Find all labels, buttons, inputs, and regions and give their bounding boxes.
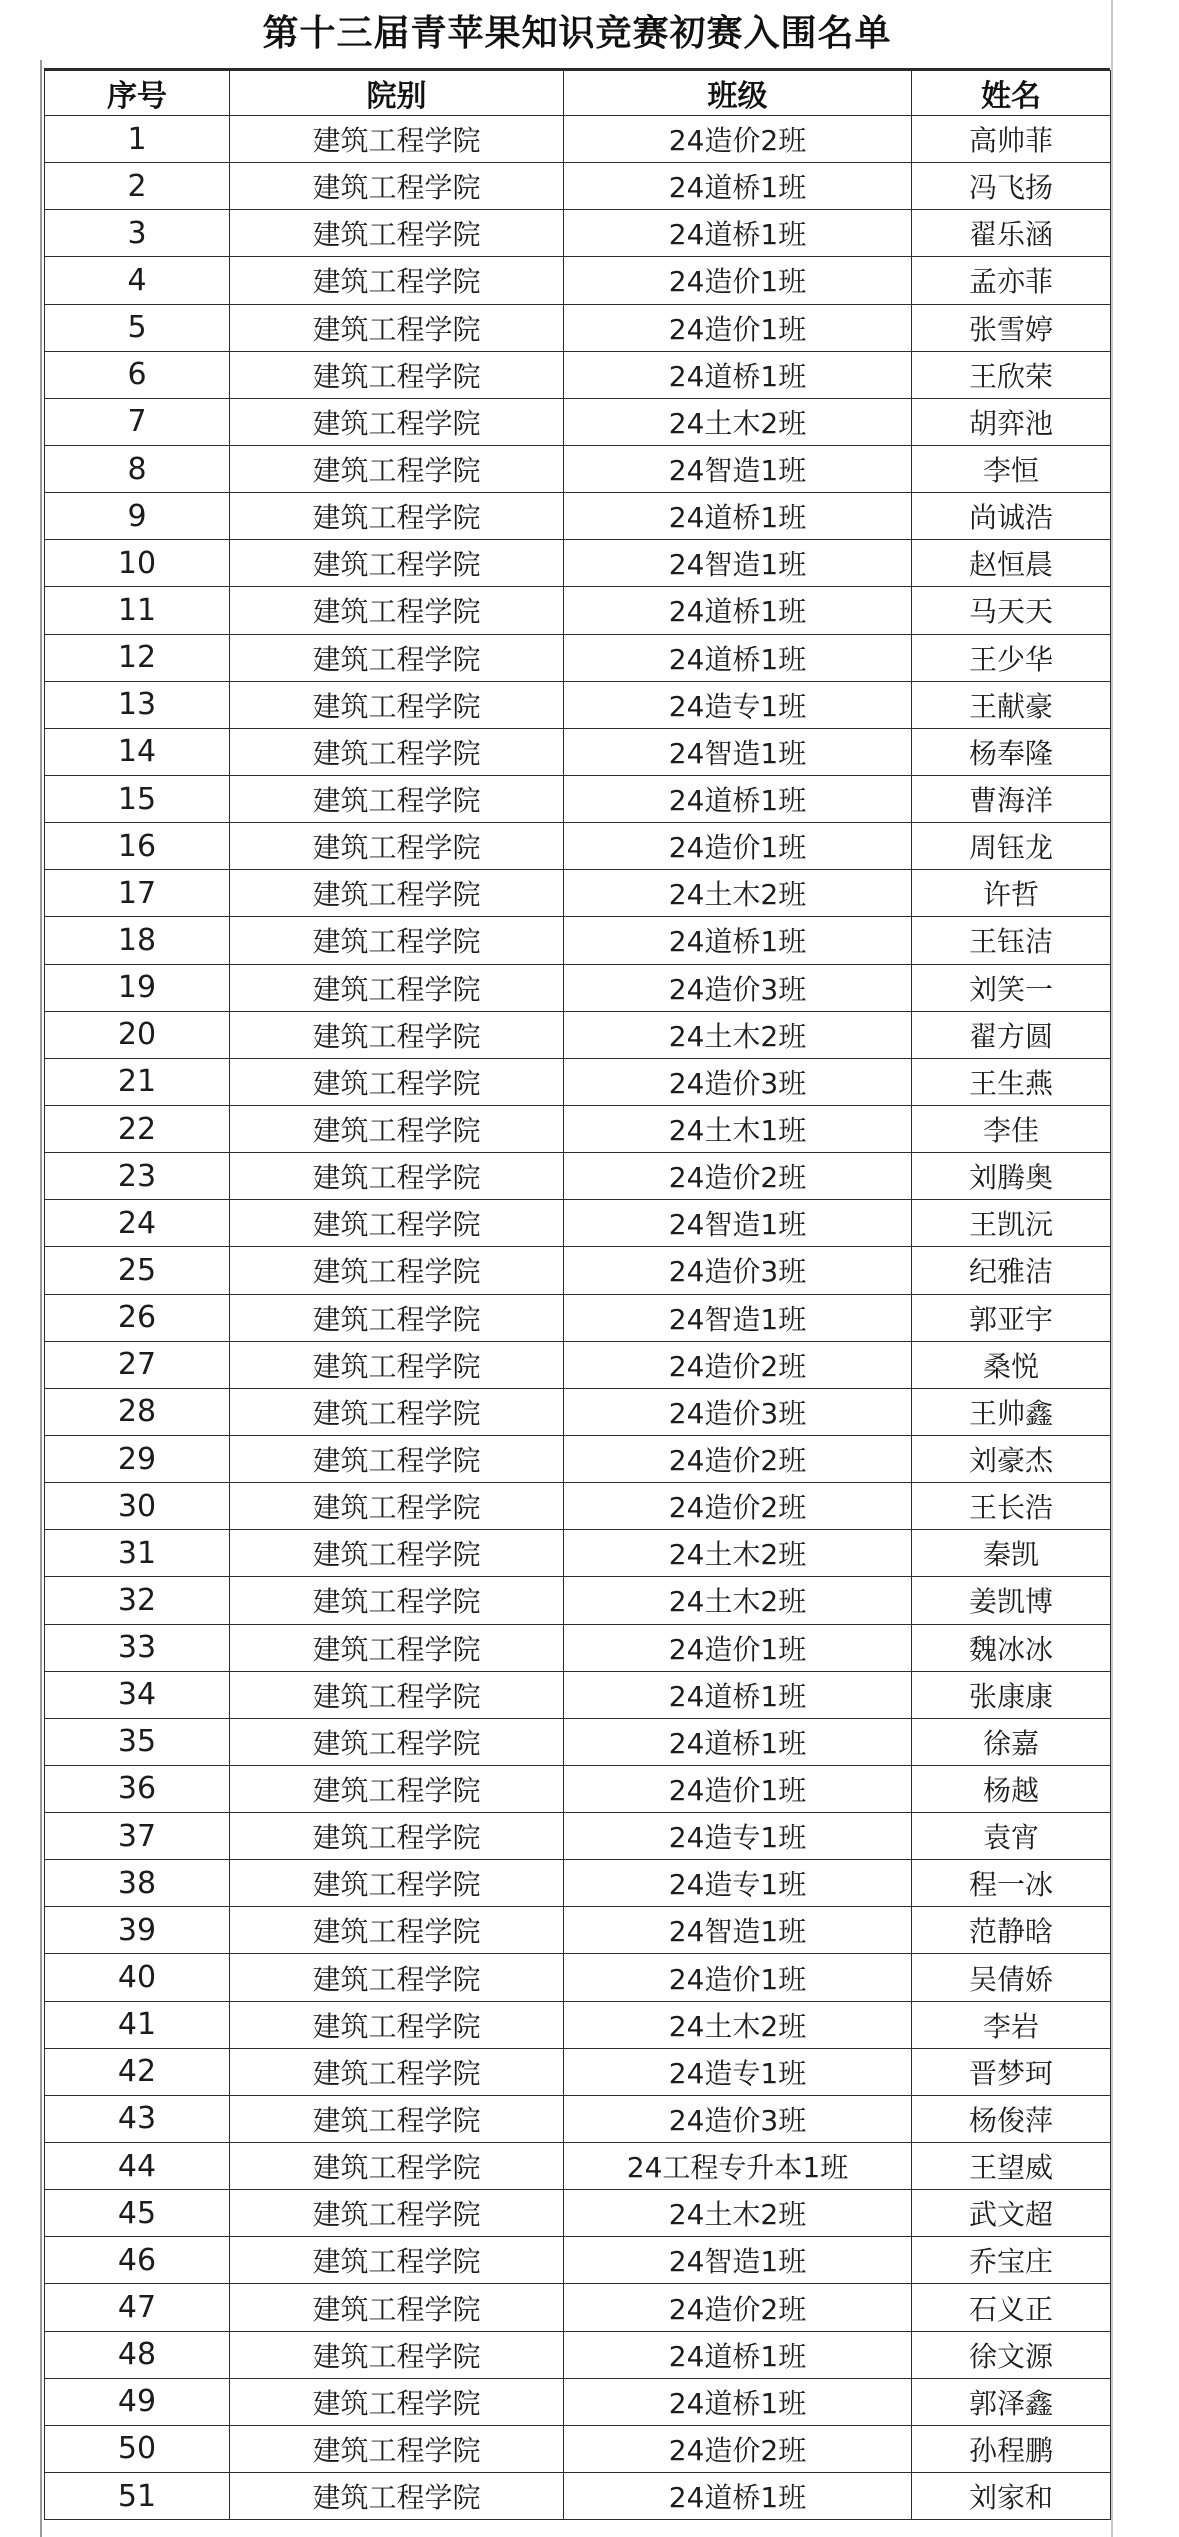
cell-college: 建筑工程学院 bbox=[230, 634, 564, 681]
table-row bbox=[45, 398, 1111, 445]
cell-seq: 3 bbox=[45, 210, 230, 257]
cell-name: 杨俊萍 bbox=[912, 2095, 1111, 2142]
table-row bbox=[45, 210, 1111, 257]
cell-college: 建筑工程学院 bbox=[230, 1530, 564, 1577]
cell-class: 24造价3班 bbox=[564, 2095, 912, 2142]
cell-seq: 48 bbox=[45, 2331, 230, 2378]
table-row bbox=[45, 1435, 1111, 1482]
column-header-college: 院别 bbox=[230, 71, 564, 116]
cell-seq: 10 bbox=[45, 540, 230, 587]
table-row bbox=[45, 1483, 1111, 1530]
cell-name: 孟亦菲 bbox=[912, 257, 1111, 304]
table-row bbox=[45, 2378, 1111, 2425]
table-row bbox=[45, 681, 1111, 728]
cell-college: 建筑工程学院 bbox=[230, 1200, 564, 1247]
cell-seq: 44 bbox=[45, 2143, 230, 2190]
cell-college: 建筑工程学院 bbox=[230, 2001, 564, 2048]
cell-college: 建筑工程学院 bbox=[230, 163, 564, 210]
cell-name: 王献豪 bbox=[912, 681, 1111, 728]
cell-name: 秦凯 bbox=[912, 1530, 1111, 1577]
cell-class: 24造专1班 bbox=[564, 1813, 912, 1860]
cell-college: 建筑工程学院 bbox=[230, 1813, 564, 1860]
cell-name: 姜凯博 bbox=[912, 1577, 1111, 1624]
cell-college: 建筑工程学院 bbox=[230, 2237, 564, 2284]
cell-name: 王欣荣 bbox=[912, 351, 1111, 398]
cell-seq: 1 bbox=[45, 116, 230, 163]
cell-name: 程一冰 bbox=[912, 1860, 1111, 1907]
cell-seq: 19 bbox=[45, 964, 230, 1011]
cell-class: 24造专1班 bbox=[564, 2048, 912, 2095]
finalist-sheet bbox=[44, 0, 1110, 2520]
cell-college: 建筑工程学院 bbox=[230, 1860, 564, 1907]
table-row bbox=[45, 1718, 1111, 1765]
cell-college: 建筑工程学院 bbox=[230, 870, 564, 917]
cell-name: 张康康 bbox=[912, 1671, 1111, 1718]
cell-seq: 27 bbox=[45, 1341, 230, 1388]
cell-college: 建筑工程学院 bbox=[230, 445, 564, 492]
table-row bbox=[45, 1200, 1111, 1247]
cell-seq: 39 bbox=[45, 1907, 230, 1954]
cell-name: 杨奉隆 bbox=[912, 728, 1111, 775]
cell-class: 24道桥1班 bbox=[564, 587, 912, 634]
cell-seq: 22 bbox=[45, 1105, 230, 1152]
table-row bbox=[45, 116, 1111, 163]
cell-college: 建筑工程学院 bbox=[230, 2425, 564, 2472]
cell-college: 建筑工程学院 bbox=[230, 1718, 564, 1765]
cell-seq: 37 bbox=[45, 1813, 230, 1860]
cell-class: 24道桥1班 bbox=[564, 493, 912, 540]
cell-college: 建筑工程学院 bbox=[230, 964, 564, 1011]
table-row bbox=[45, 445, 1111, 492]
cell-class: 24土木2班 bbox=[564, 398, 912, 445]
table-row bbox=[45, 2425, 1111, 2472]
cell-college: 建筑工程学院 bbox=[230, 1765, 564, 1812]
cell-seq: 6 bbox=[45, 351, 230, 398]
cell-college: 建筑工程学院 bbox=[230, 2190, 564, 2237]
cell-class: 24道桥1班 bbox=[564, 775, 912, 822]
column-header-class: 班级 bbox=[564, 71, 912, 116]
cell-class: 24道桥1班 bbox=[564, 351, 912, 398]
cell-college: 建筑工程学院 bbox=[230, 1624, 564, 1671]
cell-seq: 43 bbox=[45, 2095, 230, 2142]
cell-class: 24造价1班 bbox=[564, 823, 912, 870]
finalist-table bbox=[44, 70, 1111, 2520]
cell-class: 24道桥1班 bbox=[564, 917, 912, 964]
cell-name: 李恒 bbox=[912, 445, 1111, 492]
cell-name: 曹海洋 bbox=[912, 775, 1111, 822]
table-row bbox=[45, 351, 1111, 398]
cell-class: 24智造1班 bbox=[564, 1200, 912, 1247]
cell-name: 武文超 bbox=[912, 2190, 1111, 2237]
table-row bbox=[45, 917, 1111, 964]
cell-college: 建筑工程学院 bbox=[230, 304, 564, 351]
cell-name: 郭泽鑫 bbox=[912, 2378, 1111, 2425]
cell-class: 24道桥1班 bbox=[564, 2473, 912, 2520]
cell-seq: 29 bbox=[45, 1435, 230, 1482]
cell-name: 翟方圆 bbox=[912, 1011, 1111, 1058]
table-row bbox=[45, 587, 1111, 634]
cell-college: 建筑工程学院 bbox=[230, 1011, 564, 1058]
sheet-left-border bbox=[40, 60, 42, 2537]
cell-seq: 40 bbox=[45, 1954, 230, 2001]
cell-seq: 17 bbox=[45, 870, 230, 917]
cell-class: 24造价1班 bbox=[564, 1765, 912, 1812]
cell-seq: 15 bbox=[45, 775, 230, 822]
cell-name: 范静晗 bbox=[912, 1907, 1111, 1954]
cell-seq: 16 bbox=[45, 823, 230, 870]
cell-name: 王帅鑫 bbox=[912, 1388, 1111, 1435]
cell-name: 纪雅洁 bbox=[912, 1247, 1111, 1294]
cell-class: 24造价3班 bbox=[564, 964, 912, 1011]
table-row bbox=[45, 2284, 1111, 2331]
table-header-row bbox=[45, 71, 1111, 116]
cell-name: 王望威 bbox=[912, 2143, 1111, 2190]
cell-name: 尚诚浩 bbox=[912, 493, 1111, 540]
cell-class: 24工程专升本1班 bbox=[564, 2143, 912, 2190]
cell-seq: 13 bbox=[45, 681, 230, 728]
cell-class: 24土木2班 bbox=[564, 1011, 912, 1058]
cell-name: 吴倩娇 bbox=[912, 1954, 1111, 2001]
table-row bbox=[45, 1058, 1111, 1105]
sheet-right-border bbox=[1111, 0, 1113, 2537]
cell-seq: 49 bbox=[45, 2378, 230, 2425]
cell-class: 24土木2班 bbox=[564, 2190, 912, 2237]
cell-seq: 11 bbox=[45, 587, 230, 634]
cell-college: 建筑工程学院 bbox=[230, 351, 564, 398]
cell-class: 24造价3班 bbox=[564, 1058, 912, 1105]
cell-name: 乔宝庄 bbox=[912, 2237, 1111, 2284]
table-row bbox=[45, 964, 1111, 1011]
cell-class: 24道桥1班 bbox=[564, 634, 912, 681]
cell-class: 24土木2班 bbox=[564, 1577, 912, 1624]
cell-college: 建筑工程学院 bbox=[230, 1341, 564, 1388]
table-row bbox=[45, 1105, 1111, 1152]
cell-name: 刘豪杰 bbox=[912, 1435, 1111, 1482]
cell-college: 建筑工程学院 bbox=[230, 1435, 564, 1482]
cell-college: 建筑工程学院 bbox=[230, 2284, 564, 2331]
cell-college: 建筑工程学院 bbox=[230, 1907, 564, 1954]
cell-name: 徐文源 bbox=[912, 2331, 1111, 2378]
cell-college: 建筑工程学院 bbox=[230, 398, 564, 445]
cell-college: 建筑工程学院 bbox=[230, 587, 564, 634]
cell-seq: 21 bbox=[45, 1058, 230, 1105]
cell-seq: 5 bbox=[45, 304, 230, 351]
table-row bbox=[45, 1671, 1111, 1718]
table-row bbox=[45, 1577, 1111, 1624]
cell-college: 建筑工程学院 bbox=[230, 728, 564, 775]
table-row bbox=[45, 1011, 1111, 1058]
cell-name: 高帅菲 bbox=[912, 116, 1111, 163]
cell-class: 24造价1班 bbox=[564, 1624, 912, 1671]
cell-college: 建筑工程学院 bbox=[230, 493, 564, 540]
cell-college: 建筑工程学院 bbox=[230, 775, 564, 822]
cell-college: 建筑工程学院 bbox=[230, 1294, 564, 1341]
cell-name: 李佳 bbox=[912, 1105, 1111, 1152]
table-row bbox=[45, 1765, 1111, 1812]
cell-college: 建筑工程学院 bbox=[230, 1671, 564, 1718]
cell-seq: 28 bbox=[45, 1388, 230, 1435]
table-row bbox=[45, 2473, 1111, 2520]
cell-class: 24智造1班 bbox=[564, 445, 912, 492]
cell-class: 24造价3班 bbox=[564, 1247, 912, 1294]
cell-seq: 25 bbox=[45, 1247, 230, 1294]
cell-seq: 38 bbox=[45, 1860, 230, 1907]
cell-college: 建筑工程学院 bbox=[230, 1483, 564, 1530]
cell-class: 24智造1班 bbox=[564, 728, 912, 775]
cell-seq: 30 bbox=[45, 1483, 230, 1530]
cell-name: 王凯沅 bbox=[912, 1200, 1111, 1247]
table-row bbox=[45, 1813, 1111, 1860]
table-row bbox=[45, 2190, 1111, 2237]
cell-name: 徐嘉 bbox=[912, 1718, 1111, 1765]
table-row bbox=[45, 2001, 1111, 2048]
cell-seq: 20 bbox=[45, 1011, 230, 1058]
cell-seq: 26 bbox=[45, 1294, 230, 1341]
cell-seq: 14 bbox=[45, 728, 230, 775]
cell-name: 马天天 bbox=[912, 587, 1111, 634]
cell-name: 刘腾奥 bbox=[912, 1153, 1111, 1200]
cell-name: 周钰龙 bbox=[912, 823, 1111, 870]
table-row bbox=[45, 540, 1111, 587]
cell-name: 袁宵 bbox=[912, 1813, 1111, 1860]
column-header-name: 姓名 bbox=[912, 71, 1111, 116]
cell-seq: 32 bbox=[45, 1577, 230, 1624]
cell-name: 王生燕 bbox=[912, 1058, 1111, 1105]
cell-seq: 42 bbox=[45, 2048, 230, 2095]
cell-class: 24土木1班 bbox=[564, 1105, 912, 1152]
cell-seq: 36 bbox=[45, 1765, 230, 1812]
cell-class: 24造价2班 bbox=[564, 1435, 912, 1482]
cell-seq: 18 bbox=[45, 917, 230, 964]
cell-college: 建筑工程学院 bbox=[230, 257, 564, 304]
cell-name: 王钰洁 bbox=[912, 917, 1111, 964]
cell-seq: 23 bbox=[45, 1153, 230, 1200]
cell-class: 24智造1班 bbox=[564, 540, 912, 587]
table-row bbox=[45, 2048, 1111, 2095]
table-row bbox=[45, 1624, 1111, 1671]
cell-class: 24智造1班 bbox=[564, 1907, 912, 1954]
cell-class: 24智造1班 bbox=[564, 2237, 912, 2284]
page-title: 第十三届青苹果知识竞赛初赛入围名单 bbox=[44, 0, 1110, 70]
table-row bbox=[45, 1954, 1111, 2001]
cell-name: 胡弈池 bbox=[912, 398, 1111, 445]
table-row bbox=[45, 1294, 1111, 1341]
cell-name: 王少华 bbox=[912, 634, 1111, 681]
cell-name: 魏冰冰 bbox=[912, 1624, 1111, 1671]
cell-college: 建筑工程学院 bbox=[230, 2473, 564, 2520]
table-body bbox=[45, 116, 1111, 2520]
cell-seq: 31 bbox=[45, 1530, 230, 1577]
cell-name: 杨越 bbox=[912, 1765, 1111, 1812]
table-row bbox=[45, 2143, 1111, 2190]
cell-class: 24道桥1班 bbox=[564, 1671, 912, 1718]
cell-seq: 35 bbox=[45, 1718, 230, 1765]
table-row bbox=[45, 1907, 1111, 1954]
column-header-seq: 序号 bbox=[45, 71, 230, 116]
cell-college: 建筑工程学院 bbox=[230, 210, 564, 257]
cell-seq: 41 bbox=[45, 2001, 230, 2048]
cell-class: 24道桥1班 bbox=[564, 163, 912, 210]
cell-class: 24造价2班 bbox=[564, 1341, 912, 1388]
cell-class: 24造价2班 bbox=[564, 2284, 912, 2331]
cell-name: 许哲 bbox=[912, 870, 1111, 917]
cell-college: 建筑工程学院 bbox=[230, 917, 564, 964]
cell-seq: 24 bbox=[45, 1200, 230, 1247]
table-row bbox=[45, 2237, 1111, 2284]
cell-seq: 34 bbox=[45, 1671, 230, 1718]
cell-name: 刘笑一 bbox=[912, 964, 1111, 1011]
cell-name: 石义正 bbox=[912, 2284, 1111, 2331]
cell-seq: 12 bbox=[45, 634, 230, 681]
cell-college: 建筑工程学院 bbox=[230, 1577, 564, 1624]
cell-class: 24道桥1班 bbox=[564, 2378, 912, 2425]
cell-class: 24土木2班 bbox=[564, 1530, 912, 1577]
cell-class: 24土木2班 bbox=[564, 870, 912, 917]
cell-name: 郭亚宇 bbox=[912, 1294, 1111, 1341]
table-row bbox=[45, 2095, 1111, 2142]
cell-name: 冯飞扬 bbox=[912, 163, 1111, 210]
cell-college: 建筑工程学院 bbox=[230, 2095, 564, 2142]
cell-seq: 8 bbox=[45, 445, 230, 492]
cell-college: 建筑工程学院 bbox=[230, 2143, 564, 2190]
table-row bbox=[45, 1341, 1111, 1388]
cell-seq: 51 bbox=[45, 2473, 230, 2520]
cell-class: 24造价2班 bbox=[564, 2425, 912, 2472]
cell-class: 24智造1班 bbox=[564, 1294, 912, 1341]
table-row bbox=[45, 257, 1111, 304]
cell-name: 桑悦 bbox=[912, 1341, 1111, 1388]
table-row bbox=[45, 823, 1111, 870]
cell-seq: 46 bbox=[45, 2237, 230, 2284]
cell-class: 24道桥1班 bbox=[564, 2331, 912, 2378]
cell-seq: 50 bbox=[45, 2425, 230, 2472]
table-row bbox=[45, 1860, 1111, 1907]
table-row bbox=[45, 304, 1111, 351]
cell-seq: 47 bbox=[45, 2284, 230, 2331]
cell-seq: 7 bbox=[45, 398, 230, 445]
cell-class: 24造专1班 bbox=[564, 681, 912, 728]
cell-class: 24造价3班 bbox=[564, 1388, 912, 1435]
cell-class: 24造价2班 bbox=[564, 1483, 912, 1530]
cell-class: 24造价1班 bbox=[564, 257, 912, 304]
cell-seq: 33 bbox=[45, 1624, 230, 1671]
cell-college: 建筑工程学院 bbox=[230, 1058, 564, 1105]
cell-college: 建筑工程学院 bbox=[230, 1247, 564, 1294]
table-row bbox=[45, 1530, 1111, 1577]
cell-name: 赵恒晨 bbox=[912, 540, 1111, 587]
cell-class: 24造价2班 bbox=[564, 1153, 912, 1200]
cell-college: 建筑工程学院 bbox=[230, 1388, 564, 1435]
table-row bbox=[45, 2331, 1111, 2378]
cell-class: 24道桥1班 bbox=[564, 1718, 912, 1765]
cell-college: 建筑工程学院 bbox=[230, 1954, 564, 2001]
cell-college: 建筑工程学院 bbox=[230, 823, 564, 870]
cell-college: 建筑工程学院 bbox=[230, 2378, 564, 2425]
table-row bbox=[45, 1247, 1111, 1294]
table-row bbox=[45, 1153, 1111, 1200]
cell-name: 张雪婷 bbox=[912, 304, 1111, 351]
cell-class: 24造价1班 bbox=[564, 1954, 912, 2001]
cell-college: 建筑工程学院 bbox=[230, 116, 564, 163]
table-row bbox=[45, 493, 1111, 540]
cell-name: 晋梦珂 bbox=[912, 2048, 1111, 2095]
cell-college: 建筑工程学院 bbox=[230, 2048, 564, 2095]
cell-college: 建筑工程学院 bbox=[230, 1105, 564, 1152]
cell-name: 刘家和 bbox=[912, 2473, 1111, 2520]
cell-class: 24造价2班 bbox=[564, 116, 912, 163]
cell-college: 建筑工程学院 bbox=[230, 681, 564, 728]
cell-seq: 45 bbox=[45, 2190, 230, 2237]
table-row bbox=[45, 870, 1111, 917]
cell-class: 24造专1班 bbox=[564, 1860, 912, 1907]
cell-college: 建筑工程学院 bbox=[230, 2331, 564, 2378]
table-row bbox=[45, 1388, 1111, 1435]
table-row bbox=[45, 634, 1111, 681]
cell-name: 孙程鹏 bbox=[912, 2425, 1111, 2472]
cell-class: 24道桥1班 bbox=[564, 210, 912, 257]
cell-college: 建筑工程学院 bbox=[230, 1153, 564, 1200]
cell-class: 24造价1班 bbox=[564, 304, 912, 351]
cell-name: 王长浩 bbox=[912, 1483, 1111, 1530]
cell-college: 建筑工程学院 bbox=[230, 540, 564, 587]
table-row bbox=[45, 728, 1111, 775]
cell-seq: 4 bbox=[45, 257, 230, 304]
cell-class: 24土木2班 bbox=[564, 2001, 912, 2048]
cell-seq: 9 bbox=[45, 493, 230, 540]
cell-name: 李岩 bbox=[912, 2001, 1111, 2048]
table-row bbox=[45, 163, 1111, 210]
table-row bbox=[45, 775, 1111, 822]
cell-name: 翟乐涵 bbox=[912, 210, 1111, 257]
cell-seq: 2 bbox=[45, 163, 230, 210]
